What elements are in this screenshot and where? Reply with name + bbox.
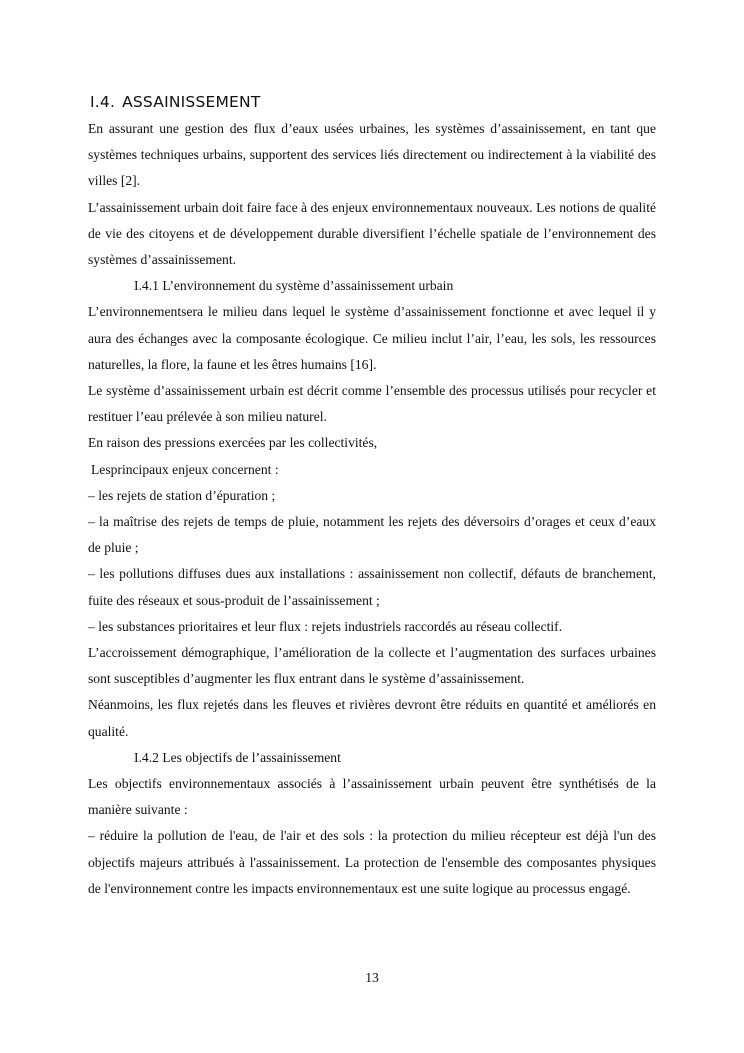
- list-item: – les substances prioritaires et leur flux : rejets industriels raccordés au réseau collectif.: [88, 618, 563, 634]
- section-title: ASSAINISSEMENT: [122, 93, 261, 111]
- list-item: – les pollutions diffuses dues aux installations : assainissement non collectif, défauts de branchement, fuite des réseaux et sous-produit de l’assainissement ;: [88, 566, 656, 608]
- list-item: – les rejets de station d’épuration ;: [88, 487, 276, 503]
- paragraph-enjeux: L’assainissement urbain doit faire face à des enjeux environnementaux nouveaux. Les notions de qualité de vie des citoyens et de développement durable diversifient l’échelle spatiale de l’environnement des systèmes d’assainissement.: [88, 199, 656, 268]
- paragraph-pressions: En raison des pressions exercées par les collectivités,: [88, 435, 378, 451]
- section-number: I.4.: [90, 93, 116, 111]
- section-heading: [90, 90, 656, 114]
- page-content: [88, 90, 656, 902]
- paragraph-neanmoins: Néanmoins, les flux rejetés dans les fleuves et rivières devront être réduits en quantité et améliorés en qualité.: [88, 697, 656, 739]
- subsection-heading-2: I.4.2 Les objectifs de l’assainissement: [134, 749, 341, 765]
- subsection-heading-1: I.4.1 L’environnement du système d’assainissement urbain: [134, 278, 454, 294]
- paragraph-accroissement: L’accroissement démographique, l’amélioration de la collecte et l’augmentation des surfaces urbaines sont susceptibles d’augmenter les flux entrant dans le système d’assainissement.: [88, 645, 656, 687]
- paragraph-principaux-enjeux: Lesprincipaux enjeux concernent :: [91, 461, 279, 477]
- paragraph-intro: En assurant une gestion des flux d’eaux usées urbaines, les systèmes d’assainissement, en tant que systèmes techniques urbains, supportent des services liés directement ou indirectement à la viabilité des villes [2].: [88, 121, 656, 189]
- page-number: 13: [365, 970, 379, 985]
- paragraph-environnement: L’environnementsera le milieu dans lequel le système d’assainissement fonctionne et avec lequel il y aura des échanges avec la composante écologique. Ce milieu inclut l’air, l’eau, les sols, les ressources naturelles, la flore, la faune et les êtres humains [16].: [88, 304, 656, 372]
- paragraph-systeme: Le système d’assainissement urbain est décrit comme l’ensemble des processus utilisés pour recycler et restituer l’eau prélevée à son milieu naturel.: [88, 383, 656, 425]
- list-item: – la maîtrise des rejets de temps de pluie, notamment les rejets des déversoirs d’orages et ceux d’eaux de pluie ;: [88, 514, 656, 556]
- paragraph-objectifs: Les objectifs environnementaux associés à l’assainissement urbain peuvent être synthétisés de la manière suivante :: [88, 776, 656, 818]
- list-item: – réduire la pollution de l'eau, de l'air et des sols : la protection du milieu récepteur est déjà l'un des objectifs majeurs attribués à l'assainissement. La protection de l'ensemble des composantes physiques de l'environnement contre les impacts environnementaux est une suite logique au processus engagé.: [88, 828, 656, 896]
